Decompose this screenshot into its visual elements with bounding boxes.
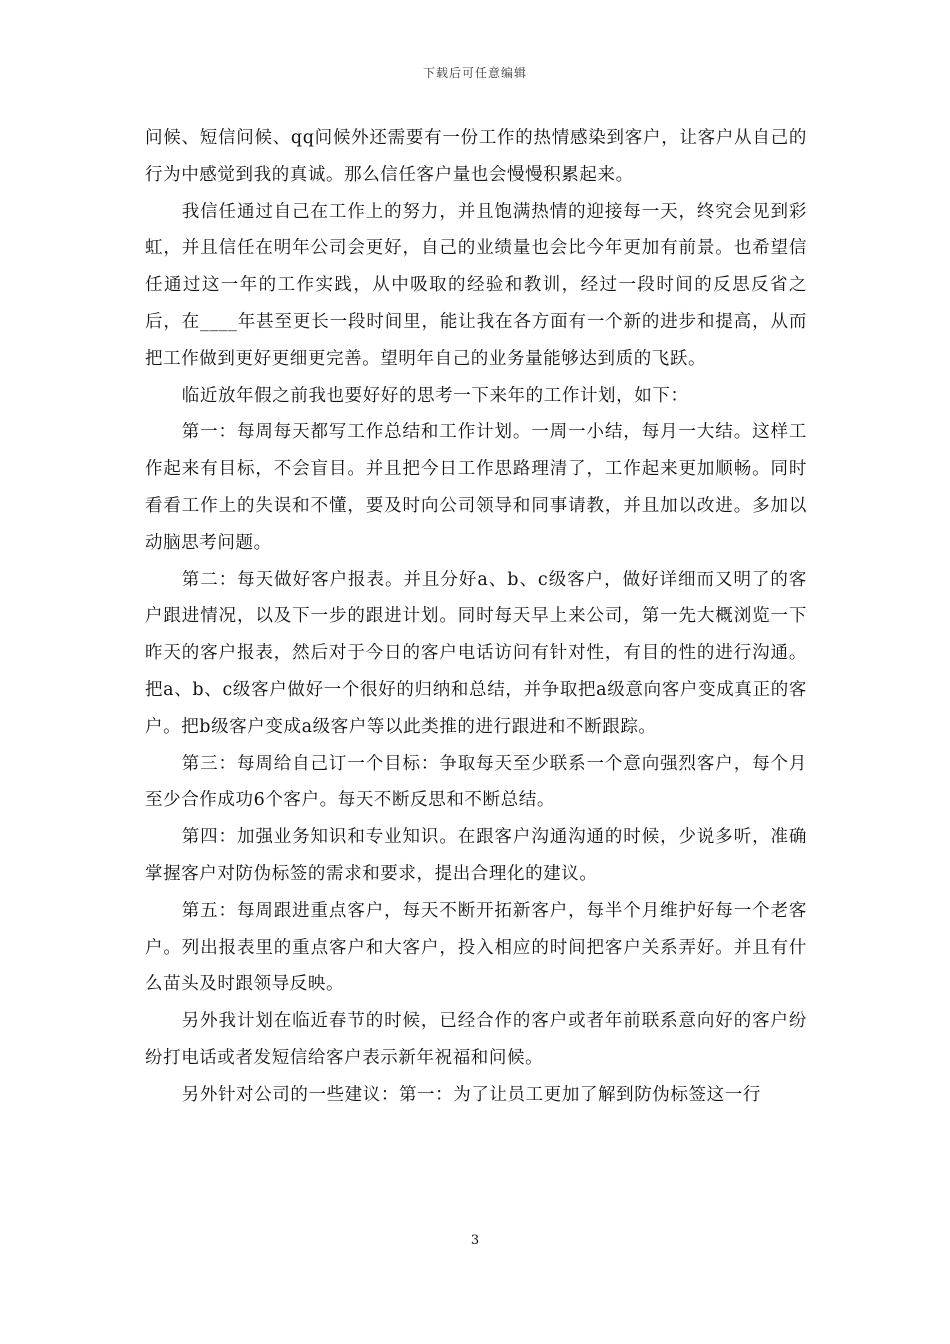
paragraph: 问候、短信问候、qq问候外还需要有一份工作的热情感染到客户，让客户从自己的行为中感觉到我的真诚。那么信任客户量也会慢慢积累起来。 [145, 128, 807, 185]
paragraph: 我信任通过自己在工作上的努力，并且饱满热情的迎接每一天，终究会见到彩虹，并且信任在明年公司会更好，自己的业绩量也会比今年更加有前景。也希望信任通过这一年的工作实践，从中吸取的经验和教训，经过一段时间的反思反省之后，在____年甚至更长一段时间里，能让我在各方面有一个新的进步和提高，从而把工作做到更好更细更完善。望明年自己的业务量能够达到质的飞跃。 [145, 201, 807, 369]
paragraph: 第三：每周给自己订一个目标：争取每天至少联系一个意向强烈客户，每个月至少合作成功6个客户。每天不断反思和不断总结。 [145, 753, 807, 811]
paragraph: 第二：每天做好客户报表。并且分好a、b、c级客户，做好详细而又明了的客户跟进情况，以及下一步的跟进计划。同时每天早上来公司，第一先大概浏览一下昨天的客户报表，然后对于今日的客户电话访问有针对性，有目的性的进行沟通。把a、b、c级客户做好一个很好的归纳和总结，并争取把a级意向客户变成真正的客户。把b级客户变成a级客户等以此类推的进行跟进和不断跟踪。 [145, 569, 807, 737]
page-header: 下载后可任意编辑 [422, 66, 527, 80]
document-body [145, 120, 807, 1114]
paragraph: 另外针对公司的一些建议：第一：为了让员工更加了解到防伪标签这一行 [181, 1084, 761, 1105]
paragraph: 临近放年假之前我也要好好的思考一下来年的工作计划，如下： [181, 385, 689, 406]
paragraph: 第五：每周跟进重点客户，每天不断开拓新客户，每半个月维护好每一个老客户。列出报表里的重点客户和大客户，投入相应的时间把客户关系弄好。并且有什么苗头及时跟领导反映。 [145, 900, 807, 995]
page-number: 3 [470, 1233, 480, 1248]
paragraph: 第四：加强业务知识和专业知识。在跟客户沟通沟通的时候，少说多听，准确掌握客户对防伪标签的需求和要求，提出合理化的建议。 [145, 827, 807, 884]
paragraph: 另外我计划在临近春节的时候，已经合作的客户或者年前联系意向好的客户纷纷打电话或者发短信给客户表示新年祝福和问候。 [145, 1011, 807, 1068]
paragraph: 第一：每周每天都写工作总结和工作计划。一周一小结，每月一大结。这样工作起来有目标，不会盲目。并且把今日工作思路理清了，工作起来更加顺畅。同时看看工作上的失误和不懂，要及时向公司领导和同事请教，并且加以改进。多加以动脑思考问题。 [145, 422, 807, 553]
